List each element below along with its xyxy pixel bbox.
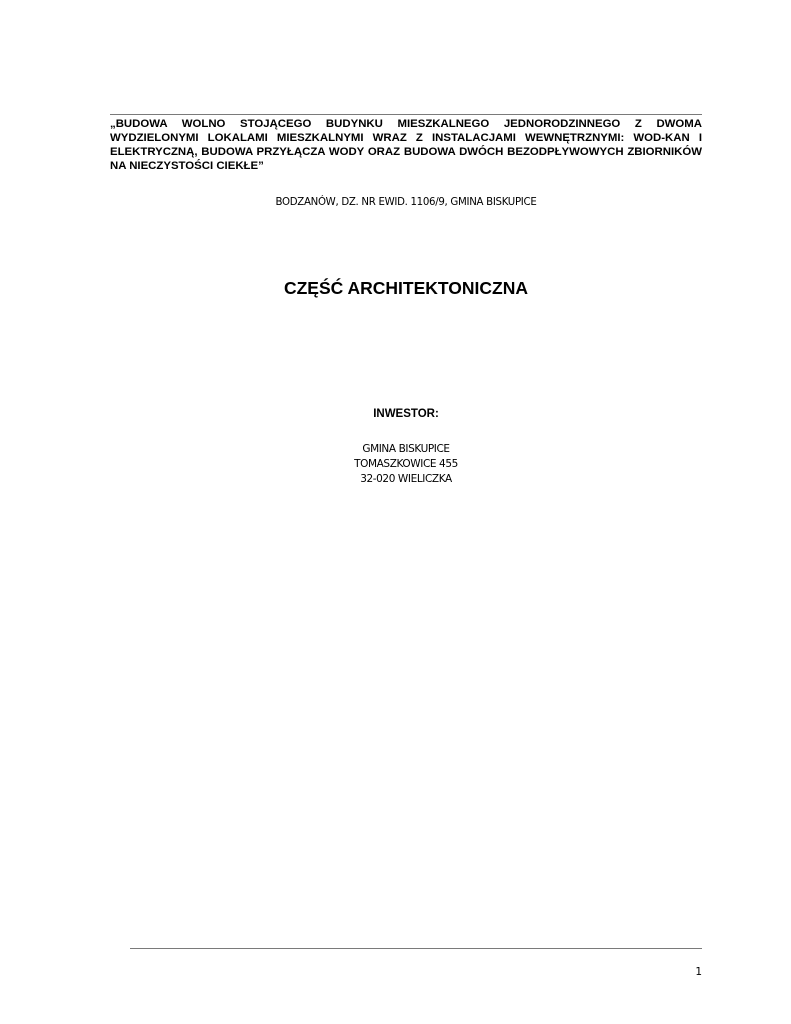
investor-label: INWESTOR:: [373, 408, 439, 420]
footer-rule: [130, 948, 702, 949]
project-title: „BUDOWA WOLNO STOJĄCEGO BUDYNKU MIESZKALNEGO JEDNORODZINNEGO Z DWOMA WYDZIELONYMI LOKALAMI MIESZKALNYMI WRAZ Z INSTALACJAMI WEWNĘTRZNYMI: WOD-KAN I ELEKTRYCZNĄ, BUDOWA PRZYŁĄCZA WODY ORAZ BUDOWA DWÓCH BEZODPŁYWOWYCH ZBIORNIKÓW NA NIECZYSTOŚCI CIEKŁE”: [110, 118, 702, 172]
investor-address: [110, 442, 702, 487]
project-location: BODZANÓW, DZ. NR EWID. 1106/9, GMINA BISKUPICE: [275, 197, 537, 208]
investor-name: GMINA BISKUPICE: [362, 443, 450, 455]
investor-city: 32-020 WIELICZKA: [360, 473, 452, 485]
header-rule: [110, 114, 702, 115]
section-heading: CZĘŚĆ ARCHITEKTONICZNA: [283, 278, 529, 298]
page-number: 1: [695, 966, 702, 978]
investor-street: TOMASZKOWICE 455: [354, 458, 458, 470]
